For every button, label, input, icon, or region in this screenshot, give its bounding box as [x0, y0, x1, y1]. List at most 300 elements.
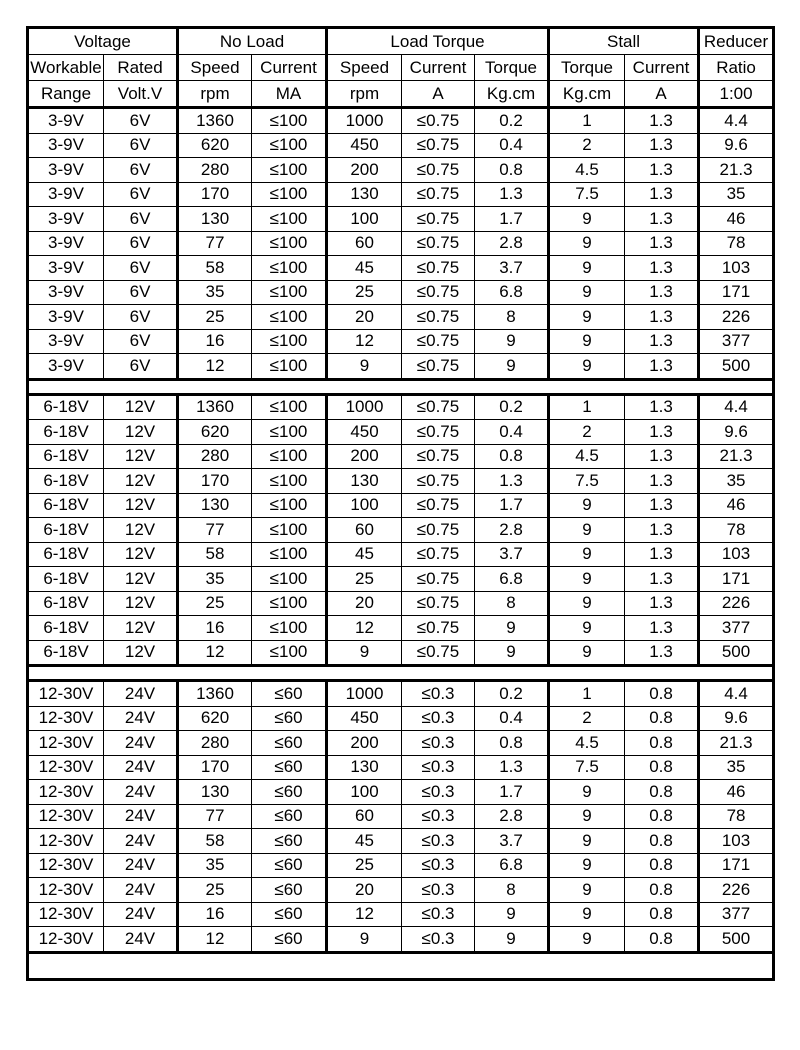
cell-range: 3-9V [28, 133, 104, 158]
cell-stall-torque: 9 [549, 927, 625, 953]
cell-rated-volt: 6V [104, 158, 178, 183]
cell-noload-current: ≤60 [252, 902, 327, 927]
cell-stall-current: 1.3 [625, 469, 699, 494]
cell-load-speed: 100 [327, 780, 402, 805]
cell-noload-speed: 35 [178, 280, 252, 305]
cell-range: 3-9V [28, 182, 104, 207]
cell-noload-current: ≤100 [252, 207, 327, 232]
cell-range: 3-9V [28, 158, 104, 183]
cell-load-current: ≤0.75 [402, 280, 475, 305]
cell-rated-volt: 24V [104, 878, 178, 903]
cell-ratio: 377 [699, 616, 774, 641]
cell-noload-current: ≤100 [252, 444, 327, 469]
cell-ratio: 35 [699, 182, 774, 207]
table-row [28, 231, 774, 256]
cell-stall-current: 0.8 [625, 804, 699, 829]
cell-range: 12-30V [28, 780, 104, 805]
cell-stall-torque: 9 [549, 493, 625, 518]
cell-noload-speed: 35 [178, 853, 252, 878]
table-row [28, 567, 774, 592]
cell-load-current: ≤0.75 [402, 567, 475, 592]
cell-noload-current: ≤100 [252, 108, 327, 134]
cell-noload-speed: 620 [178, 706, 252, 731]
col-load-current: Current [402, 55, 475, 81]
cell-noload-current: ≤60 [252, 731, 327, 756]
cell-stall-current: 1.3 [625, 108, 699, 134]
cell-noload-current: ≤60 [252, 829, 327, 854]
motor-spec-table [26, 26, 775, 981]
cell-noload-current: ≤100 [252, 518, 327, 543]
cell-load-torque: 1.3 [475, 469, 549, 494]
cell-load-speed: 12 [327, 329, 402, 354]
cell-load-current: ≤0.3 [402, 706, 475, 731]
cell-ratio: 9.6 [699, 133, 774, 158]
cell-ratio: 78 [699, 518, 774, 543]
cell-load-current: ≤0.3 [402, 829, 475, 854]
cell-stall-torque: 2 [549, 133, 625, 158]
cell-noload-speed: 25 [178, 878, 252, 903]
cell-noload-current: ≤100 [252, 182, 327, 207]
cell-load-current: ≤0.75 [402, 394, 475, 420]
cell-range: 6-18V [28, 444, 104, 469]
cell-load-torque: 1.7 [475, 780, 549, 805]
cell-ratio: 35 [699, 469, 774, 494]
cell-load-torque: 9 [475, 927, 549, 953]
cell-stall-current: 0.8 [625, 853, 699, 878]
cell-rated-volt: 24V [104, 780, 178, 805]
cell-range: 3-9V [28, 108, 104, 134]
cell-load-torque: 0.8 [475, 731, 549, 756]
cell-ratio: 21.3 [699, 158, 774, 183]
cell-load-torque: 3.7 [475, 829, 549, 854]
cell-range: 3-9V [28, 354, 104, 380]
col-rated: Rated [104, 55, 178, 81]
cell-ratio: 4.4 [699, 681, 774, 707]
cell-range: 3-9V [28, 305, 104, 330]
cell-load-current: ≤0.75 [402, 256, 475, 281]
cell-stall-current: 1.3 [625, 518, 699, 543]
cell-stall-torque: 9 [549, 256, 625, 281]
table-row [28, 681, 774, 707]
cell-ratio: 21.3 [699, 731, 774, 756]
unit-stall-kgcm: Kg.cm [549, 81, 625, 108]
cell-ratio: 171 [699, 280, 774, 305]
cell-noload-current: ≤60 [252, 706, 327, 731]
cell-load-speed: 130 [327, 469, 402, 494]
cell-noload-current: ≤100 [252, 133, 327, 158]
table-row [28, 640, 774, 666]
table-row [28, 591, 774, 616]
cell-load-speed: 12 [327, 902, 402, 927]
cell-rated-volt: 12V [104, 469, 178, 494]
cell-rated-volt: 6V [104, 280, 178, 305]
cell-load-torque: 2.8 [475, 804, 549, 829]
cell-load-torque: 8 [475, 878, 549, 903]
unit-ratio: 1:00 [699, 81, 774, 108]
table-row [28, 108, 774, 134]
cell-load-speed: 9 [327, 927, 402, 953]
cell-stall-torque: 9 [549, 567, 625, 592]
cell-rated-volt: 24V [104, 853, 178, 878]
cell-load-speed: 45 [327, 256, 402, 281]
cell-noload-speed: 12 [178, 927, 252, 953]
cell-load-torque: 3.7 [475, 256, 549, 281]
separator-cell [28, 666, 774, 681]
cell-rated-volt: 6V [104, 207, 178, 232]
cell-rated-volt: 6V [104, 108, 178, 134]
cell-rated-volt: 6V [104, 256, 178, 281]
cell-ratio: 500 [699, 927, 774, 953]
cell-stall-current: 0.8 [625, 878, 699, 903]
cell-load-speed: 200 [327, 158, 402, 183]
cell-load-speed: 60 [327, 804, 402, 829]
cell-range: 6-18V [28, 394, 104, 420]
cell-noload-current: ≤60 [252, 780, 327, 805]
cell-rated-volt: 24V [104, 829, 178, 854]
cell-stall-current: 1.3 [625, 305, 699, 330]
cell-stall-current: 1.3 [625, 280, 699, 305]
cell-load-current: ≤0.3 [402, 755, 475, 780]
cell-noload-speed: 170 [178, 469, 252, 494]
unit-noload-rpm: rpm [178, 81, 252, 108]
table-row [28, 444, 774, 469]
cell-stall-current: 1.3 [625, 616, 699, 641]
cell-noload-speed: 35 [178, 567, 252, 592]
cell-load-torque: 6.8 [475, 280, 549, 305]
cell-noload-speed: 12 [178, 640, 252, 666]
cell-ratio: 171 [699, 853, 774, 878]
group-voltage: Voltage [28, 28, 178, 55]
cell-noload-current: ≤100 [252, 256, 327, 281]
cell-stall-torque: 9 [549, 354, 625, 380]
cell-load-torque: 0.8 [475, 444, 549, 469]
section-separator [28, 666, 774, 681]
table-row [28, 493, 774, 518]
cell-load-speed: 12 [327, 616, 402, 641]
cell-rated-volt: 12V [104, 444, 178, 469]
cell-stall-current: 1.3 [625, 329, 699, 354]
cell-load-torque: 2.8 [475, 231, 549, 256]
col-load-speed: Speed [327, 55, 402, 81]
cell-load-torque: 0.4 [475, 133, 549, 158]
cell-stall-torque: 4.5 [549, 444, 625, 469]
cell-load-current: ≤0.75 [402, 518, 475, 543]
cell-load-current: ≤0.3 [402, 853, 475, 878]
cell-noload-speed: 25 [178, 591, 252, 616]
table-row [28, 804, 774, 829]
cell-ratio: 46 [699, 780, 774, 805]
cell-rated-volt: 6V [104, 182, 178, 207]
section-separator [28, 379, 774, 394]
cell-noload-current: ≤100 [252, 305, 327, 330]
cell-load-speed: 25 [327, 280, 402, 305]
cell-load-speed: 20 [327, 305, 402, 330]
cell-noload-speed: 16 [178, 616, 252, 641]
cell-load-speed: 9 [327, 640, 402, 666]
cell-noload-speed: 130 [178, 207, 252, 232]
cell-load-speed: 25 [327, 567, 402, 592]
cell-load-speed: 25 [327, 853, 402, 878]
cell-rated-volt: 24V [104, 706, 178, 731]
cell-load-current: ≤0.3 [402, 902, 475, 927]
cell-stall-torque: 9 [549, 518, 625, 543]
cell-load-torque: 9 [475, 616, 549, 641]
cell-stall-current: 1.3 [625, 354, 699, 380]
cell-load-current: ≤0.75 [402, 329, 475, 354]
cell-load-torque: 3.7 [475, 542, 549, 567]
table-row [28, 469, 774, 494]
cell-rated-volt: 12V [104, 567, 178, 592]
cell-load-current: ≤0.75 [402, 305, 475, 330]
cell-ratio: 9.6 [699, 420, 774, 445]
cell-noload-speed: 25 [178, 305, 252, 330]
cell-noload-current: ≤60 [252, 853, 327, 878]
cell-range: 3-9V [28, 280, 104, 305]
cell-load-speed: 200 [327, 444, 402, 469]
cell-load-speed: 60 [327, 231, 402, 256]
cell-stall-current: 1.3 [625, 640, 699, 666]
cell-noload-current: ≤60 [252, 878, 327, 903]
cell-load-speed: 100 [327, 493, 402, 518]
cell-load-speed: 450 [327, 420, 402, 445]
cell-stall-torque: 1 [549, 394, 625, 420]
cell-load-current: ≤0.3 [402, 780, 475, 805]
cell-range: 6-18V [28, 518, 104, 543]
cell-stall-current: 1.3 [625, 133, 699, 158]
cell-ratio: 21.3 [699, 444, 774, 469]
cell-noload-speed: 1360 [178, 394, 252, 420]
cell-noload-current: ≤100 [252, 591, 327, 616]
cell-range: 12-30V [28, 731, 104, 756]
cell-noload-speed: 280 [178, 158, 252, 183]
cell-noload-current: ≤100 [252, 542, 327, 567]
cell-stall-torque: 4.5 [549, 158, 625, 183]
cell-stall-torque: 9 [549, 878, 625, 903]
cell-noload-speed: 130 [178, 493, 252, 518]
group-no-load: No Load [178, 28, 327, 55]
cell-noload-speed: 280 [178, 444, 252, 469]
table-row [28, 305, 774, 330]
cell-ratio: 171 [699, 567, 774, 592]
cell-noload-speed: 12 [178, 354, 252, 380]
table-row [28, 616, 774, 641]
cell-noload-current: ≤60 [252, 681, 327, 707]
cell-rated-volt: 12V [104, 640, 178, 666]
cell-load-speed: 45 [327, 542, 402, 567]
cell-load-speed: 45 [327, 829, 402, 854]
col-stall-current: Current [625, 55, 699, 81]
cell-load-speed: 200 [327, 731, 402, 756]
cell-load-current: ≤0.3 [402, 681, 475, 707]
cell-stall-torque: 7.5 [549, 469, 625, 494]
cell-load-current: ≤0.75 [402, 108, 475, 134]
cell-noload-speed: 16 [178, 329, 252, 354]
table-row [28, 518, 774, 543]
cell-rated-volt: 12V [104, 591, 178, 616]
cell-range: 12-30V [28, 853, 104, 878]
unit-volt: Volt.V [104, 81, 178, 108]
cell-rated-volt: 24V [104, 681, 178, 707]
table-row [28, 207, 774, 232]
cell-load-speed: 1000 [327, 681, 402, 707]
cell-stall-current: 0.8 [625, 681, 699, 707]
cell-stall-current: 1.3 [625, 444, 699, 469]
cell-range: 6-18V [28, 640, 104, 666]
table-body [28, 28, 774, 980]
cell-noload-current: ≤100 [252, 280, 327, 305]
table-row [28, 829, 774, 854]
cell-ratio: 103 [699, 829, 774, 854]
cell-noload-current: ≤100 [252, 469, 327, 494]
cell-noload-current: ≤60 [252, 804, 327, 829]
cell-stall-current: 0.8 [625, 706, 699, 731]
cell-rated-volt: 24V [104, 927, 178, 953]
cell-stall-torque: 9 [549, 305, 625, 330]
table-row [28, 706, 774, 731]
cell-range: 6-18V [28, 542, 104, 567]
cell-range: 3-9V [28, 231, 104, 256]
cell-noload-current: ≤100 [252, 329, 327, 354]
cell-load-speed: 20 [327, 591, 402, 616]
cell-noload-current: ≤100 [252, 420, 327, 445]
cell-load-current: ≤0.3 [402, 804, 475, 829]
cell-noload-speed: 77 [178, 231, 252, 256]
cell-noload-current: ≤100 [252, 616, 327, 641]
cell-stall-torque: 1 [549, 108, 625, 134]
cell-stall-torque: 9 [549, 804, 625, 829]
cell-ratio: 500 [699, 354, 774, 380]
cell-ratio: 9.6 [699, 706, 774, 731]
cell-range: 3-9V [28, 207, 104, 232]
cell-ratio: 46 [699, 207, 774, 232]
cell-noload-speed: 280 [178, 731, 252, 756]
table-row [28, 420, 774, 445]
cell-stall-current: 0.8 [625, 927, 699, 953]
cell-load-torque: 1.3 [475, 755, 549, 780]
cell-load-current: ≤0.75 [402, 616, 475, 641]
cell-stall-torque: 9 [549, 207, 625, 232]
cell-noload-speed: 1360 [178, 108, 252, 134]
cell-stall-torque: 2 [549, 706, 625, 731]
cell-range: 12-30V [28, 927, 104, 953]
cell-rated-volt: 6V [104, 329, 178, 354]
cell-rated-volt: 24V [104, 804, 178, 829]
cell-load-current: ≤0.75 [402, 469, 475, 494]
cell-range: 12-30V [28, 755, 104, 780]
cell-noload-speed: 130 [178, 780, 252, 805]
cell-stall-current: 0.8 [625, 902, 699, 927]
cell-load-current: ≤0.3 [402, 878, 475, 903]
cell-stall-torque: 9 [549, 640, 625, 666]
table-row [28, 354, 774, 380]
cell-stall-torque: 9 [549, 829, 625, 854]
cell-range: 12-30V [28, 681, 104, 707]
cell-stall-torque: 9 [549, 780, 625, 805]
cell-stall-current: 1.3 [625, 207, 699, 232]
table-row [28, 133, 774, 158]
col-stall-torque: Torque [549, 55, 625, 81]
header-unit-row [28, 81, 774, 108]
table-row [28, 280, 774, 305]
cell-load-speed: 130 [327, 182, 402, 207]
cell-rated-volt: 12V [104, 493, 178, 518]
cell-load-current: ≤0.75 [402, 354, 475, 380]
cell-load-current: ≤0.75 [402, 207, 475, 232]
cell-load-torque: 0.4 [475, 706, 549, 731]
cell-load-torque: 9 [475, 902, 549, 927]
cell-range: 6-18V [28, 420, 104, 445]
cell-stall-current: 1.3 [625, 158, 699, 183]
cell-stall-current: 1.3 [625, 394, 699, 420]
cell-noload-speed: 170 [178, 182, 252, 207]
cell-noload-speed: 58 [178, 542, 252, 567]
cell-stall-torque: 9 [549, 280, 625, 305]
cell-noload-speed: 1360 [178, 681, 252, 707]
cell-range: 6-18V [28, 493, 104, 518]
cell-ratio: 35 [699, 755, 774, 780]
section-separator [28, 952, 774, 979]
cell-rated-volt: 12V [104, 542, 178, 567]
cell-stall-torque: 2 [549, 420, 625, 445]
cell-ratio: 103 [699, 256, 774, 281]
cell-load-torque: 1.7 [475, 493, 549, 518]
cell-stall-current: 1.3 [625, 542, 699, 567]
cell-ratio: 46 [699, 493, 774, 518]
cell-load-torque: 0.2 [475, 681, 549, 707]
table-row [28, 878, 774, 903]
cell-load-speed: 20 [327, 878, 402, 903]
cell-noload-current: ≤100 [252, 640, 327, 666]
group-reducer: Reducer [699, 28, 774, 55]
col-noload-current: Current [252, 55, 327, 81]
cell-noload-current: ≤100 [252, 493, 327, 518]
cell-ratio: 4.4 [699, 394, 774, 420]
cell-load-speed: 1000 [327, 394, 402, 420]
cell-load-torque: 0.8 [475, 158, 549, 183]
cell-load-torque: 1.7 [475, 207, 549, 232]
cell-range: 6-18V [28, 567, 104, 592]
cell-load-torque: 9 [475, 640, 549, 666]
cell-noload-current: ≤100 [252, 394, 327, 420]
cell-range: 6-18V [28, 591, 104, 616]
unit-stall-a: A [625, 81, 699, 108]
cell-noload-current: ≤100 [252, 158, 327, 183]
cell-load-torque: 6.8 [475, 567, 549, 592]
cell-load-current: ≤0.3 [402, 731, 475, 756]
table-row [28, 731, 774, 756]
col-ratio: Ratio [699, 55, 774, 81]
separator-cell [28, 379, 774, 394]
cell-rated-volt: 12V [104, 518, 178, 543]
cell-load-current: ≤0.75 [402, 133, 475, 158]
cell-stall-current: 0.8 [625, 755, 699, 780]
header-label-row [28, 55, 774, 81]
cell-load-torque: 2.8 [475, 518, 549, 543]
cell-load-current: ≤0.75 [402, 231, 475, 256]
cell-stall-current: 0.8 [625, 780, 699, 805]
cell-range: 12-30V [28, 829, 104, 854]
cell-ratio: 78 [699, 231, 774, 256]
cell-rated-volt: 12V [104, 394, 178, 420]
cell-stall-current: 1.3 [625, 420, 699, 445]
cell-noload-current: ≤100 [252, 567, 327, 592]
cell-load-torque: 6.8 [475, 853, 549, 878]
cell-stall-current: 0.8 [625, 829, 699, 854]
cell-noload-current: ≤100 [252, 354, 327, 380]
cell-stall-current: 1.3 [625, 231, 699, 256]
cell-ratio: 103 [699, 542, 774, 567]
cell-rated-volt: 6V [104, 354, 178, 380]
